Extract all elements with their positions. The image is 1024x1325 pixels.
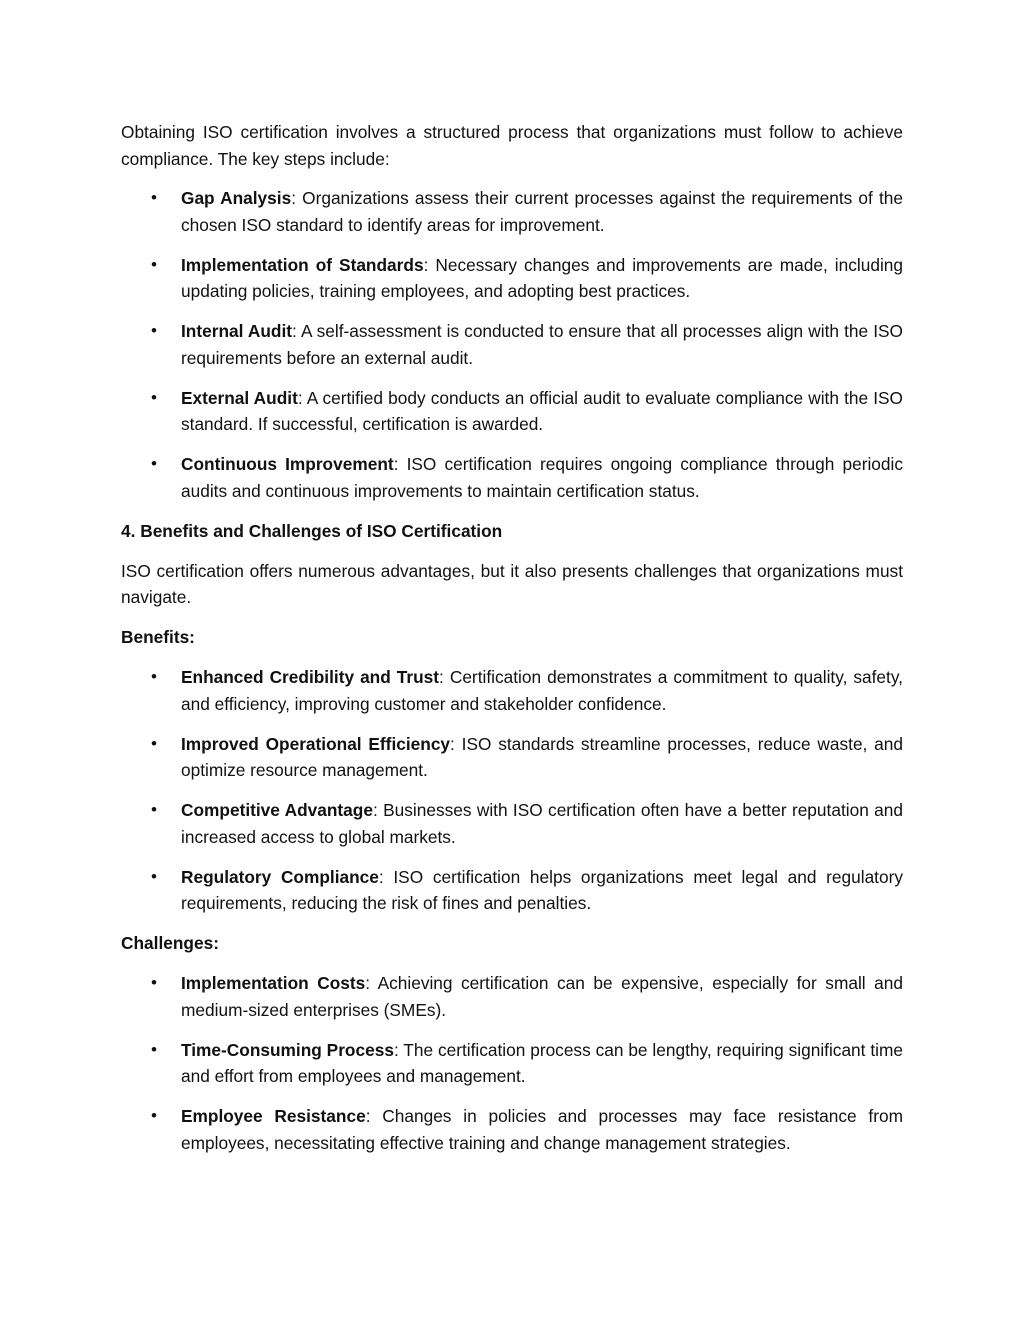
- list-item: [121, 1103, 903, 1156]
- list-item-term: Continuous Improvement: [181, 454, 394, 474]
- list-item-term: Gap Analysis: [181, 188, 292, 208]
- list-item-desc: : Certification demonstrates a commitment to quality, safety, and efficiency, improving customer and stakeholder confidence.: [181, 667, 903, 714]
- section-intro-paragraph: ISO certification offers numerous advantages, but it also presents challenges that organizations must navigate.: [121, 560, 903, 607]
- list-item-term: Implementation of Standards: [181, 254, 424, 275]
- benefits-label: Benefits:: [121, 627, 195, 647]
- bullet-icon: •: [151, 866, 157, 886]
- list-item: [121, 970, 903, 1023]
- section-heading: 4. Benefits and Challenges of ISO Certification: [121, 520, 503, 541]
- list-item: [121, 797, 903, 850]
- list-item-desc: : A certified body conducts an official audit to evaluate compliance with the ISO standard. If successful, certification is awarded.: [181, 387, 903, 434]
- list-item-desc: : Necessary changes and improvements are made, including updating policies, training employees, and adopting best practices.: [181, 254, 904, 301]
- steps-list: [121, 185, 903, 504]
- list-item-term: Time-Consuming Process: [181, 1039, 394, 1060]
- list-item-desc: : Changes in policies and processes may face resistance from employees, necessitating effective training and change management strategies.: [181, 1106, 903, 1153]
- list-item-desc: : ISO certification helps organizations meet legal and regulatory requirements, reducing the risk of fines and penalties.: [181, 866, 903, 913]
- list-item: [121, 185, 903, 238]
- bullet-icon: •: [151, 800, 157, 819]
- list-item-term: Competitive Advantage: [181, 800, 373, 820]
- list-item: [121, 864, 903, 917]
- list-item-desc: : ISO certification requires ongoing compliance through periodic audits and continuous improvements to maintain certification status.: [181, 454, 903, 501]
- bullet-icon: •: [151, 1106, 157, 1125]
- list-item: [121, 318, 903, 371]
- list-item: [121, 664, 903, 717]
- list-item: [121, 252, 903, 305]
- bullet-icon: •: [151, 188, 157, 207]
- list-item-desc: : The certification process can be lengthy, requiring significant time and effort from employees and management.: [181, 1039, 903, 1086]
- list-item-desc: : A self-assessment is conducted to ensure that all processes align with the ISO requirements before an external audit.: [181, 321, 903, 368]
- benefits-list: [121, 664, 903, 917]
- bullet-icon: •: [151, 387, 157, 407]
- list-item: [121, 451, 903, 504]
- document-page: [121, 119, 903, 1170]
- bullet-icon: •: [151, 1039, 157, 1059]
- list-item-term: Improved Operational Efficiency: [181, 733, 451, 754]
- bullet-icon: •: [151, 733, 157, 753]
- list-item-desc: : Achieving certification can be expensive, especially for small and medium-sized enterprises (SMEs).: [181, 973, 903, 1020]
- challenges-list: [121, 970, 903, 1156]
- bullet-icon: •: [151, 454, 157, 473]
- bullet-icon: •: [151, 973, 157, 992]
- bullet-icon: •: [151, 254, 157, 274]
- list-item-desc: : Organizations assess their current processes against the requirements of the chosen ISO standard to identify areas for improvement.: [181, 188, 903, 235]
- list-item: [121, 385, 903, 438]
- list-item-desc: : Businesses with ISO certification often have a better reputation and increased access to global markets.: [181, 800, 903, 847]
- list-item-term: Implementation Costs: [181, 973, 366, 993]
- list-item-desc: : ISO standards streamline processes, reduce waste, and optimize resource management.: [181, 733, 903, 780]
- intro-paragraph: Obtaining ISO certification involves a structured process that organizations must follow to achieve compliance. The key steps include:: [121, 122, 903, 169]
- list-item-term: Enhanced Credibility and Trust: [181, 667, 440, 687]
- list-item-term: Regulatory Compliance: [181, 866, 379, 887]
- bullet-icon: •: [151, 321, 157, 340]
- bullet-icon: •: [151, 667, 157, 686]
- list-item-term: External Audit: [181, 387, 298, 408]
- list-item: [121, 1037, 903, 1090]
- list-item: [121, 731, 903, 784]
- list-item-term: Internal Audit: [181, 321, 293, 341]
- list-item-term: Employee Resistance: [181, 1106, 366, 1126]
- challenges-label: Challenges:: [121, 933, 219, 953]
